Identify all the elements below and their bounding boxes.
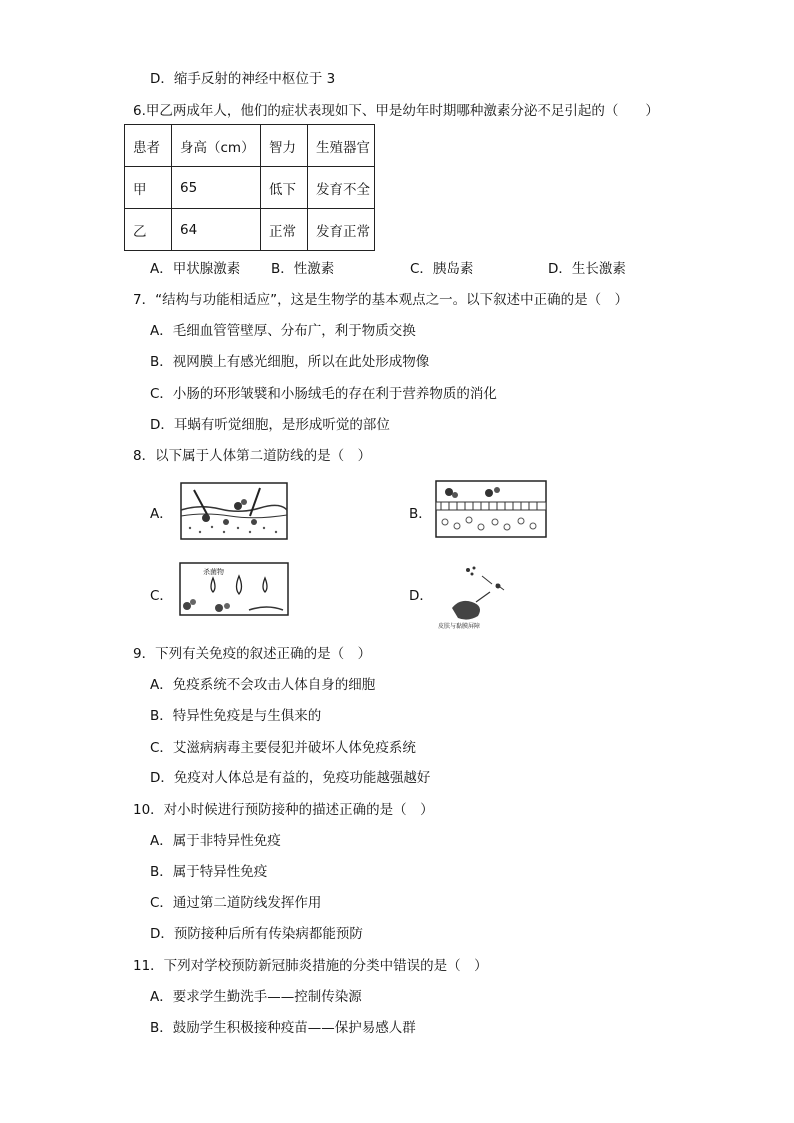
q6-option-d: D．生长激素 bbox=[548, 261, 626, 277]
q8-label-b: B． bbox=[409, 506, 432, 522]
table-row bbox=[125, 167, 375, 209]
q11-option-a: A．要求学生勤洗手——控制传染源 bbox=[150, 989, 362, 1005]
table-header-cell: 生殖器官 bbox=[308, 125, 375, 167]
table-cell: 65 bbox=[172, 167, 261, 209]
q8-label-c: C． bbox=[150, 588, 173, 604]
q8-label-d: D． bbox=[409, 588, 433, 604]
q6-option-c: C．胰岛素 bbox=[410, 261, 474, 277]
q9-option-c: C．艾滋病病毒主要侵犯并破坏人体免疫系统 bbox=[150, 740, 416, 756]
table-header-row bbox=[125, 125, 375, 167]
q8-picture-b bbox=[435, 480, 547, 538]
q6-option-b: B．性激素 bbox=[271, 261, 335, 277]
q6-table bbox=[124, 124, 375, 251]
table-row bbox=[125, 209, 375, 251]
q9-option-a: A．免疫系统不会攻击人体自身的细胞 bbox=[150, 677, 376, 693]
q7-option-d: D．耳蜗有听觉细胞，是形成听觉的部位 bbox=[150, 417, 390, 433]
q6-stem: 6.甲乙两成年人，他们的症状表现如下、甲是幼年时期哪种激素分泌不足引起的（ ） bbox=[133, 103, 659, 119]
q8-picture-d bbox=[432, 562, 522, 634]
q9-option-b: B．特异性免疫是与生俱来的 bbox=[150, 708, 322, 724]
table-cell: 64 bbox=[172, 209, 261, 251]
table-cell: 正常 bbox=[261, 209, 308, 251]
q7-option-b: B．视网膜上有感光细胞，所以在此处形成物像 bbox=[150, 354, 430, 370]
table-header-cell: 智力 bbox=[261, 125, 308, 167]
q10-option-c: C．通过第二道防线发挥作用 bbox=[150, 895, 322, 911]
q7-option-a: A．毛细血管管壁厚、分布广，利于物质交换 bbox=[150, 323, 416, 339]
q8-picture-d-text: 皮肤与黏膜屏障 bbox=[438, 623, 481, 630]
q11-stem: 11．下列对学校预防新冠肺炎措施的分类中错误的是（ ） bbox=[133, 958, 488, 974]
q11-option-b: B．鼓励学生积极接种疫苗——保护易感人群 bbox=[150, 1020, 416, 1036]
q7-stem: 7．“结构与功能相适应”，这是生物学的基本观点之一。以下叙述中正确的是（ ） bbox=[133, 292, 629, 308]
q5-option-d: D．缩手反射的神经中枢位于 3 bbox=[150, 71, 336, 87]
q10-option-d: D．预防接种后所有传染病都能预防 bbox=[150, 926, 363, 942]
table-cell: 发育正常 bbox=[308, 209, 375, 251]
table-cell: 低下 bbox=[261, 167, 308, 209]
q8-picture-a bbox=[180, 482, 288, 540]
q10-stem: 10．对小时候进行预防接种的描述正确的是（ ） bbox=[133, 802, 434, 818]
q8-picture-c bbox=[179, 562, 289, 616]
table-header-cell: 身高（cm） bbox=[172, 125, 261, 167]
q6-option-a: A．甲状腺激素 bbox=[150, 261, 241, 277]
q10-option-b: B．属于特异性免疫 bbox=[150, 864, 268, 880]
table-cell: 乙 bbox=[125, 209, 172, 251]
q8-label-a: A． bbox=[150, 506, 173, 522]
q7-option-c: C．小肠的环形皱襞和小肠绒毛的存在利于营养物质的消化 bbox=[150, 386, 497, 402]
table-cell: 甲 bbox=[125, 167, 172, 209]
q8-picture-c-text: 杀菌物 bbox=[203, 568, 224, 576]
table-header-cell: 患者 bbox=[125, 125, 172, 167]
q10-option-a: A．属于非特异性免疫 bbox=[150, 833, 281, 849]
q9-stem: 9．下列有关免疫的叙述正确的是（ ） bbox=[133, 646, 372, 662]
q8-stem: 8．以下属于人体第二道防线的是（ ） bbox=[133, 448, 372, 464]
q9-option-d: D．免疫对人体总是有益的，免疫功能越强越好 bbox=[150, 770, 431, 786]
table-cell: 发育不全 bbox=[308, 167, 375, 209]
